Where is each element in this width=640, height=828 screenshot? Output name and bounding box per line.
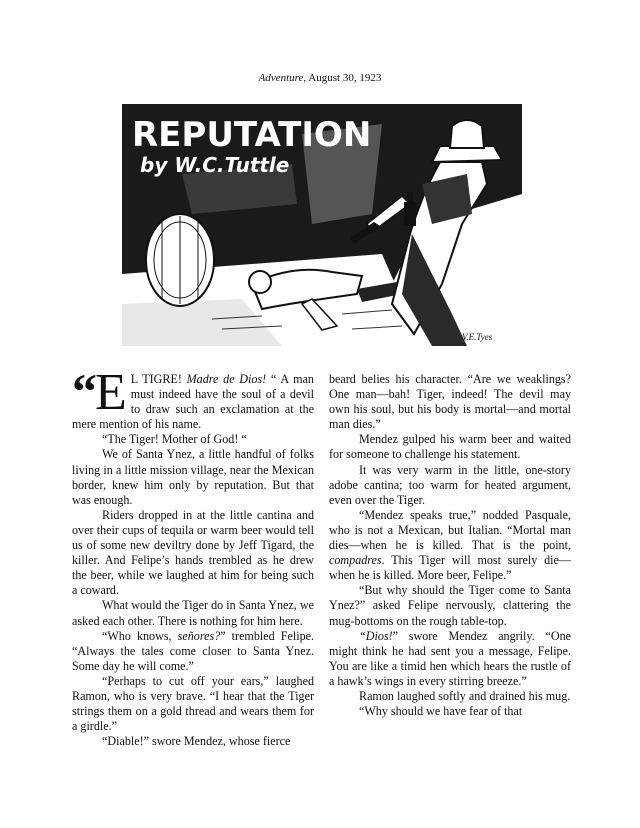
paragraph: What would the Tiger do in Santa Ynez, we asked each other. There is nothing for him here. [72, 598, 314, 628]
opening-text: L TIGRE! [130, 372, 187, 386]
text-span: “Who knows, [102, 628, 178, 643]
paragraph [72, 629, 314, 674]
text-span: ” trembled Felipe. “Always the tales come closer to Santa Ynez. Some day he will come.” [72, 628, 315, 673]
text-span-italic: señores? [177, 628, 221, 643]
title-illustration [122, 104, 522, 346]
paragraph: “Why should we have fear of that [359, 704, 523, 719]
story-byline: by W.C.Tuttle [140, 153, 290, 177]
paragraph [329, 629, 571, 689]
story-title: REPUTATION [132, 115, 372, 155]
paragraph: “But why should the Tiger come to Santa Ynez?” asked Felipe nervously, clattering the mug-bottoms on the rough table-top. [329, 583, 571, 628]
text-column-left [72, 363, 315, 749]
opening-text-cont: “ A man must indeed have the soul of a devil to draw such an exclamation at the mere mention of his name. [72, 372, 314, 432]
magazine-name: Adventure [258, 72, 304, 84]
text-span-italic: “Dios! [359, 628, 393, 643]
text-span: “Mendez speaks true,” nodded Pasquale, who is not a Mexican, but Italian. “Mortal man dies—when he is killed. That is the point, [329, 507, 571, 553]
text-column-right [329, 372, 571, 719]
paragraph: “Perhaps to cut off your ears,” laughed Ramon, who is very brave. “I hear that the Tiger strings them on a gold thread and wears them for a girdle.” [72, 673, 314, 734]
drop-cap: E [95, 364, 127, 421]
issue-date: , August 30, 1923 [303, 72, 382, 84]
paragraph [329, 508, 571, 583]
text-span: ” swore Mendez angrily. “One might think he had sent you a message, Felipe. You are like a timid hen which hears the rustle of a hawk’s wings in every stirring breeze.” [329, 628, 571, 688]
paragraph: We of Santa Ynez, a little handful of folks living in a little mission village, near the Mexican border, knew him only by reputation. But that was enough. [72, 447, 314, 507]
paragraph: Mendez gulped his warm beer and waited for someone to challenge his statement. [329, 432, 571, 462]
paragraph: It was very warm in the little, one-story adobe cantina; too warm for heated argument, even over the Tiger. [329, 462, 571, 507]
page-header [0, 72, 640, 84]
paragraph-continued: beard belies his character. “Are we weaklings? One man—bah! Tiger, indeed! The devil may own his soul, but his body is mortal—and mortal man dies.” [329, 372, 571, 432]
paragraph: “Diable!” swore Mendez, whose fierce [102, 734, 291, 749]
artist-signature: V.E.Tyes [462, 332, 493, 342]
text-span: . This Tiger will most surely die—when he is killed. More beer, Felipe.” [329, 553, 571, 583]
paragraph: Riders dropped in at the little cantina and over their cups of tequila or warm beer would tell us of some new deviltry done by Jeff Tigard, the killer. And Felipe’s hands trembled as he drew the beer, while we laughed at him for being such a coward. [72, 507, 314, 598]
paragraph-opening [72, 363, 314, 432]
text-span-italic: compadres [329, 553, 382, 568]
illustration-drawing [122, 104, 522, 346]
paragraph: “The Tiger! Mother of God! “ [102, 432, 247, 447]
opening-quote-mark: “ [72, 363, 94, 419]
paragraph: Ramon laughed softly and drained his mug. [359, 688, 571, 703]
opening-text-italic: Madre de Dios! [186, 372, 267, 386]
